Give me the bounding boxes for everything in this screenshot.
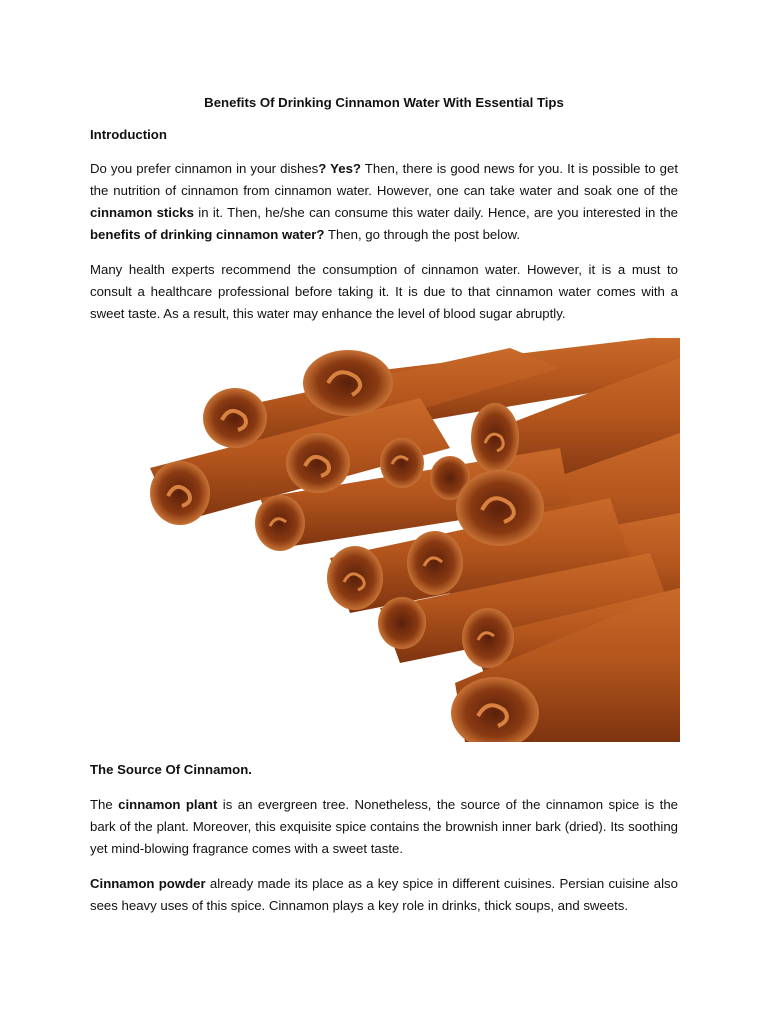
source-paragraph-1: The cinnamon plant is an evergreen tree. Nonetheless, the source of the cinnamon spice is the bark of the plant. Moreover, this exquisite spice contains the brownish inner bark (dried). Its soothing yet mind-blowing fragrance comes with a sweet taste. xyxy=(90,797,678,856)
introduction-heading: Introduction xyxy=(90,127,167,142)
source-heading: The Source Of Cinnamon. xyxy=(90,762,252,777)
bold-cinnamon-sticks: cinnamon sticks xyxy=(90,205,194,220)
cinnamon-sticks-image xyxy=(90,338,680,742)
intro-paragraph-2: Many health experts recommend the consumption of cinnamon water. However, it is a must to consult a healthcare professional before taking it. It is due to that cinnamon water comes with a sweet taste. As a result, this water may enhance the level of blood sugar abruptly. xyxy=(90,262,678,321)
bold-cinnamon-plant: cinnamon plant xyxy=(118,797,218,812)
document-title: Benefits Of Drinking Cinnamon Water With Essential Tips xyxy=(204,95,564,110)
intro-paragraph-1: Do you prefer cinnamon in your dishes? Yes? Then, there is good news for you. It is possible to get the nutrition of cinnamon from cinnamon water. However, one can take water and soak one of the cinnamon sticks in it. Then, he/she can consume this water daily. Hence, are you interested in the benefits of drinking cinnamon water? Then, go through the post below. xyxy=(90,161,679,242)
bold-benefits-phrase: benefits of drinking cinnamon water? xyxy=(90,227,325,242)
bold-cinnamon-powder: Cinnamon powder xyxy=(90,876,206,891)
source-paragraph-2: Cinnamon powder already made its place as a key spice in different cuisines. Persian cuisine also sees heavy uses of this spice. Cinnamon plays a key role in drinks, thick soups, and sweets. xyxy=(90,876,678,913)
document-page xyxy=(90,92,678,930)
